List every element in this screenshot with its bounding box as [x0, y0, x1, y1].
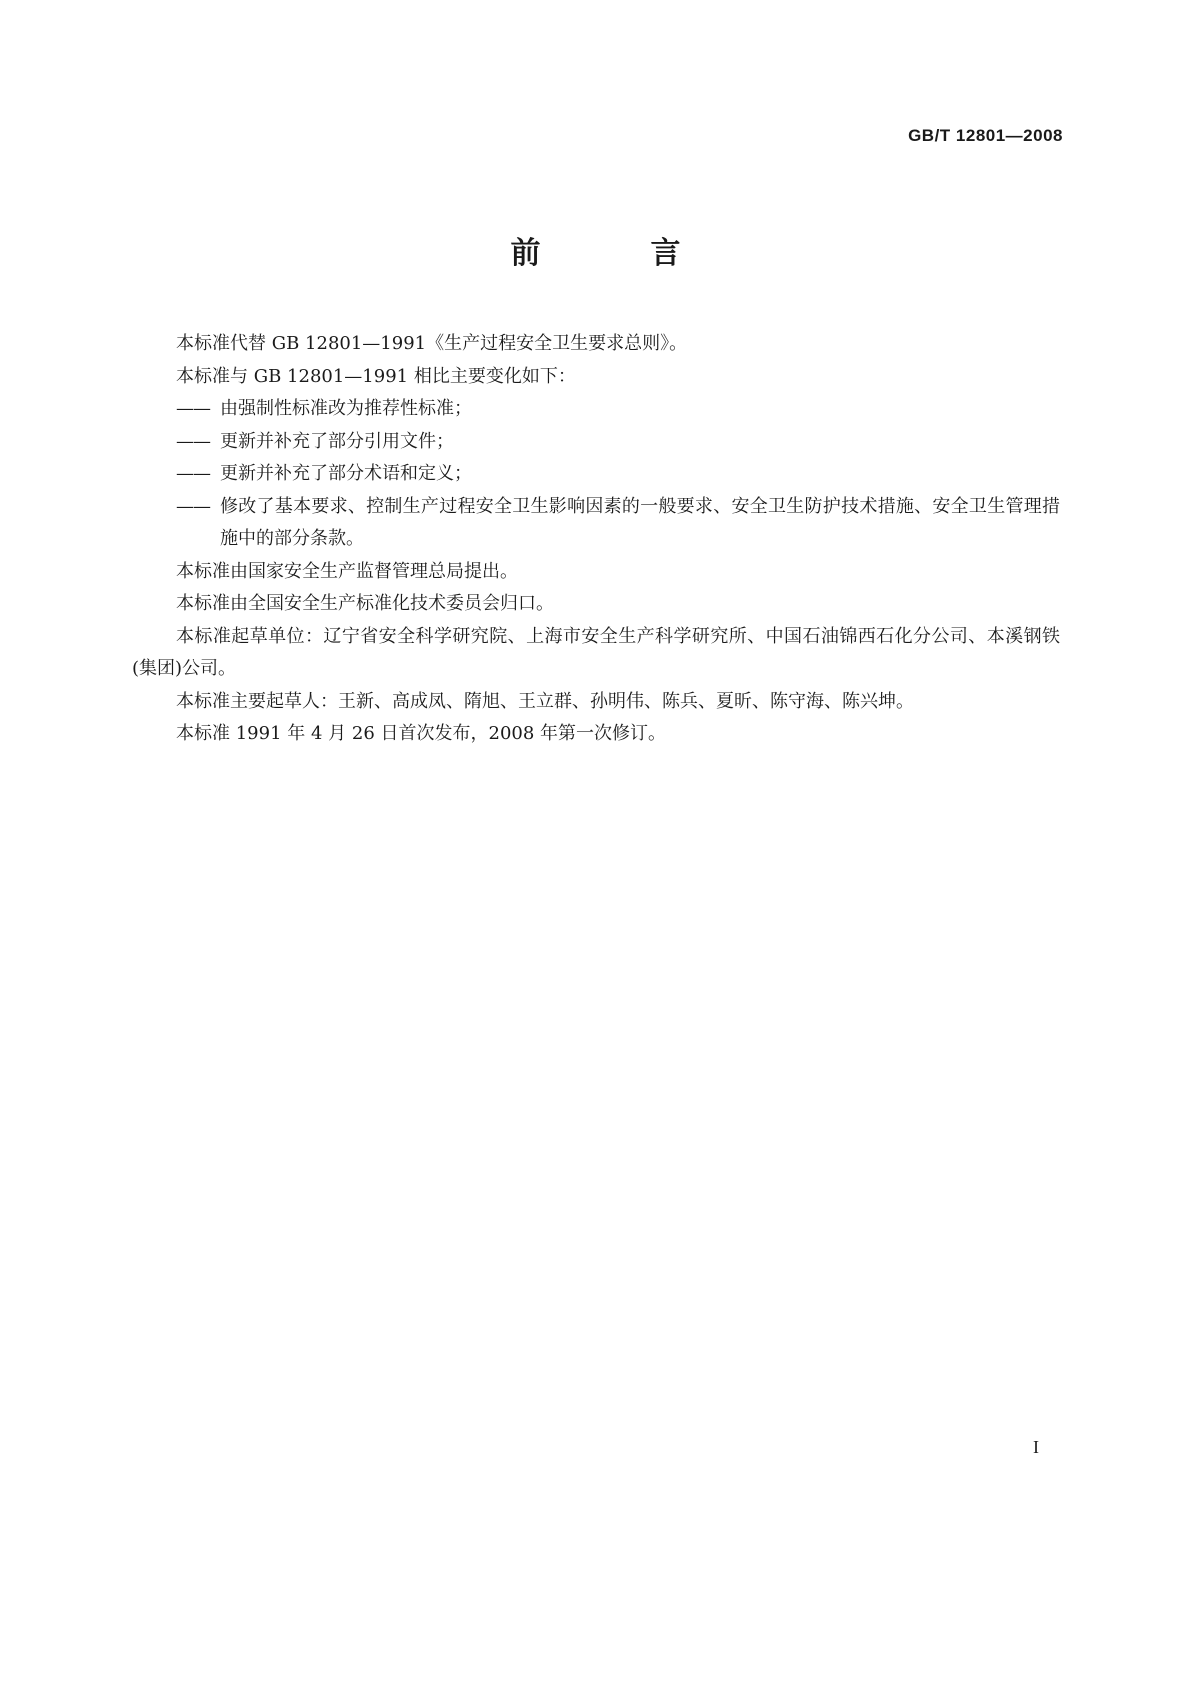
change-item-text: 由强制性标准改为推荐性标准；: [220, 398, 472, 419]
change-item: [132, 458, 1060, 491]
paragraph-proposed-by: 本标准由国家安全生产监督管理总局提出。: [176, 560, 518, 582]
change-item-text: 更新并补充了部分术语和定义；: [220, 463, 472, 484]
page-number: I: [1033, 1437, 1039, 1457]
change-item: [132, 426, 1060, 459]
paragraph-drafting-units: 本标准起草单位：辽宁省安全科学研究院、上海市安全生产科学研究所、中国石油锦西石化分公司、本溪钢铁(集团)公司。: [132, 625, 1060, 679]
preface-body: [132, 328, 1060, 751]
paragraph-changes-intro: 本标准与 GB 12801—1991 相比主要变化如下：: [176, 365, 576, 387]
section-title: 前 言: [510, 236, 721, 271]
change-item-text: 修改了基本要求、控制生产过程安全卫生影响因素的一般要求、安全卫生防护技术措施、安全卫生管理措施中的部分条款。: [220, 495, 1060, 549]
dash-marker: ——: [176, 430, 210, 452]
dash-marker: ——: [176, 463, 210, 484]
dash-marker: ——: [176, 398, 210, 419]
paragraph-history: 本标准 1991 年 4 月 26 日首次发布，2008 年第一次修订。: [176, 723, 667, 744]
paragraph-drafters: 本标准主要起草人：王新、高成凤、隋旭、王立群、孙明伟、陈兵、夏昕、陈守海、陈兴坤。: [176, 690, 914, 712]
paragraph-replaces: 本标准代替 GB 12801—1991《生产过程安全卫生要求总则》。: [176, 333, 688, 354]
change-item: [132, 393, 1060, 426]
dash-marker: ——: [176, 495, 210, 517]
change-item: [132, 491, 1060, 556]
change-item-text: 更新并补充了部分引用文件；: [220, 430, 454, 452]
paragraph-centralized-by: 本标准由全国安全生产标准化技术委员会归口。: [176, 593, 554, 614]
standard-code: GB/T 12801—2008: [908, 126, 1063, 145]
